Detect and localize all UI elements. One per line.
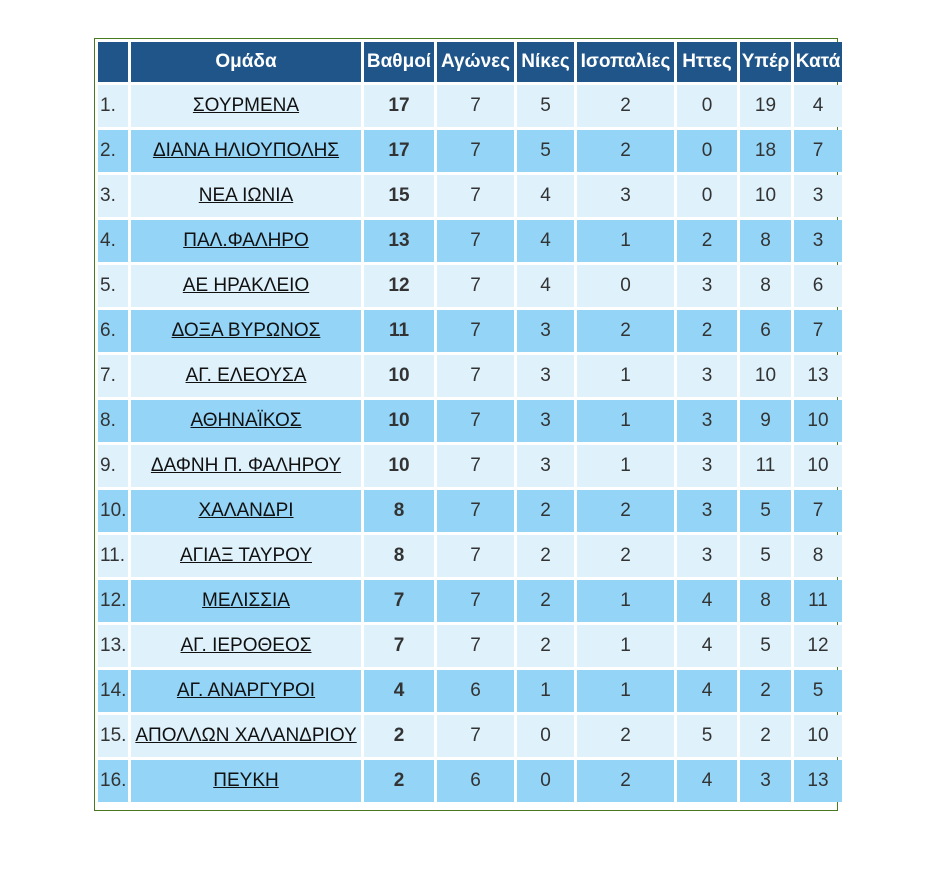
draws-cell: 2 bbox=[577, 490, 674, 532]
header-row bbox=[98, 42, 842, 82]
draws-cell: 0 bbox=[577, 265, 674, 307]
draws-cell: 1 bbox=[577, 670, 674, 712]
team-link[interactable]: ΑΕ ΗΡΑΚΛΕΙΟ bbox=[182, 275, 310, 296]
header-draws: Ισοπαλίες bbox=[577, 42, 674, 82]
goals-for-cell: 8 bbox=[740, 220, 791, 262]
table-row bbox=[98, 445, 842, 487]
header-team: Ομάδα bbox=[131, 42, 361, 82]
draws-cell: 2 bbox=[577, 760, 674, 802]
wins-cell: 4 bbox=[517, 175, 574, 217]
wins-cell: 4 bbox=[517, 220, 574, 262]
team-link[interactable]: ΠΑΛ.ΦΑΛΗΡΟ bbox=[183, 230, 309, 251]
wins-cell: 5 bbox=[517, 85, 574, 127]
goals-against-cell: 3 bbox=[794, 220, 842, 262]
wins-cell: 0 bbox=[517, 715, 574, 757]
team-name-cell bbox=[131, 310, 361, 352]
standings-table bbox=[95, 39, 845, 805]
row-position: 10. bbox=[98, 490, 128, 532]
goals-for-cell: 5 bbox=[740, 535, 791, 577]
table-row bbox=[98, 85, 842, 127]
losses-cell: 0 bbox=[677, 130, 737, 172]
team-link[interactable]: ΑΓ. ΕΛΕΟΥΣΑ bbox=[185, 365, 307, 386]
points-cell: 7 bbox=[364, 580, 434, 622]
row-position: 16. bbox=[98, 760, 128, 802]
team-link[interactable]: ΠΕΥΚΗ bbox=[213, 770, 279, 791]
wins-cell: 2 bbox=[517, 535, 574, 577]
team-name-cell bbox=[131, 625, 361, 667]
team-link[interactable]: ΔΟΞΑ ΒΥΡΩΝΟΣ bbox=[171, 320, 321, 341]
wins-cell: 2 bbox=[517, 580, 574, 622]
table-row bbox=[98, 580, 842, 622]
team-name-cell bbox=[131, 175, 361, 217]
team-name-cell bbox=[131, 445, 361, 487]
row-position: 9. bbox=[98, 445, 128, 487]
team-link[interactable]: ΧΑΛΑΝΔΡΙ bbox=[198, 500, 294, 521]
goals-against-cell: 7 bbox=[794, 490, 842, 532]
losses-cell: 3 bbox=[677, 445, 737, 487]
team-link[interactable]: ΜΕΛΙΣΣΙΑ bbox=[202, 590, 290, 611]
points-cell: 11 bbox=[364, 310, 434, 352]
goals-for-cell: 10 bbox=[740, 355, 791, 397]
row-position: 6. bbox=[98, 310, 128, 352]
row-position: 14. bbox=[98, 670, 128, 712]
goals-for-cell: 9 bbox=[740, 400, 791, 442]
goals-for-cell: 18 bbox=[740, 130, 791, 172]
goals-for-cell: 10 bbox=[740, 175, 791, 217]
losses-cell: 3 bbox=[677, 265, 737, 307]
games-cell: 7 bbox=[437, 400, 514, 442]
team-link[interactable]: ΣΟΥΡΜΕΝΑ bbox=[192, 95, 300, 116]
team-name-cell bbox=[131, 130, 361, 172]
goals-against-cell: 8 bbox=[794, 535, 842, 577]
goals-for-cell: 8 bbox=[740, 580, 791, 622]
row-position: 15. bbox=[98, 715, 128, 757]
header-goals-for: Υπέρ bbox=[740, 42, 791, 82]
points-cell: 4 bbox=[364, 670, 434, 712]
goals-against-cell: 6 bbox=[794, 265, 842, 307]
games-cell: 6 bbox=[437, 670, 514, 712]
losses-cell: 3 bbox=[677, 535, 737, 577]
losses-cell: 3 bbox=[677, 400, 737, 442]
team-link[interactable]: ΔΙΑΝΑ ΗΛΙΟΥΠΟΛΗΣ bbox=[152, 140, 340, 161]
standings-body bbox=[98, 85, 842, 802]
row-position: 5. bbox=[98, 265, 128, 307]
team-name-cell bbox=[131, 580, 361, 622]
wins-cell: 1 bbox=[517, 670, 574, 712]
points-cell: 8 bbox=[364, 535, 434, 577]
wins-cell: 0 bbox=[517, 760, 574, 802]
header-pos bbox=[98, 42, 128, 82]
row-position: 1. bbox=[98, 85, 128, 127]
goals-for-cell: 3 bbox=[740, 760, 791, 802]
draws-cell: 1 bbox=[577, 355, 674, 397]
points-cell: 10 bbox=[364, 400, 434, 442]
points-cell: 13 bbox=[364, 220, 434, 262]
losses-cell: 4 bbox=[677, 670, 737, 712]
team-link[interactable]: ΑΓ. ΑΝΑΡΓΥΡΟΙ bbox=[176, 680, 316, 701]
draws-cell: 2 bbox=[577, 715, 674, 757]
team-name-cell bbox=[131, 85, 361, 127]
standings-frame bbox=[94, 38, 841, 811]
losses-cell: 2 bbox=[677, 220, 737, 262]
losses-cell: 3 bbox=[677, 355, 737, 397]
wins-cell: 2 bbox=[517, 490, 574, 532]
draws-cell: 2 bbox=[577, 130, 674, 172]
table-row bbox=[98, 400, 842, 442]
table-row bbox=[98, 490, 842, 532]
goals-against-cell: 7 bbox=[794, 130, 842, 172]
table-row bbox=[98, 625, 842, 667]
row-position: 2. bbox=[98, 130, 128, 172]
team-link[interactable]: ΝΕΑ ΙΩΝΙΑ bbox=[198, 185, 294, 206]
goals-against-cell: 7 bbox=[794, 310, 842, 352]
wins-cell: 3 bbox=[517, 355, 574, 397]
games-cell: 7 bbox=[437, 220, 514, 262]
table-row bbox=[98, 265, 842, 307]
losses-cell: 0 bbox=[677, 85, 737, 127]
team-name-cell bbox=[131, 760, 361, 802]
goals-against-cell: 3 bbox=[794, 175, 842, 217]
losses-cell: 5 bbox=[677, 715, 737, 757]
team-name-cell bbox=[131, 355, 361, 397]
goals-for-cell: 5 bbox=[740, 490, 791, 532]
goals-against-cell: 5 bbox=[794, 670, 842, 712]
draws-cell: 1 bbox=[577, 445, 674, 487]
table-row bbox=[98, 175, 842, 217]
team-link[interactable]: ΑΘΗΝΑΪΚΟΣ bbox=[190, 410, 302, 431]
goals-against-cell: 10 bbox=[794, 445, 842, 487]
row-position: 7. bbox=[98, 355, 128, 397]
table-row bbox=[98, 715, 842, 757]
table-row bbox=[98, 535, 842, 577]
losses-cell: 3 bbox=[677, 490, 737, 532]
table-row bbox=[98, 355, 842, 397]
row-position: 11. bbox=[98, 535, 128, 577]
goals-against-cell: 13 bbox=[794, 355, 842, 397]
goals-against-cell: 12 bbox=[794, 625, 842, 667]
points-cell: 2 bbox=[364, 760, 434, 802]
points-cell: 17 bbox=[364, 130, 434, 172]
wins-cell: 3 bbox=[517, 400, 574, 442]
header-wins: Νίκες bbox=[517, 42, 574, 82]
table-row bbox=[98, 760, 842, 802]
draws-cell: 1 bbox=[577, 400, 674, 442]
team-link[interactable]: ΑΓΙΑΞ ΤΑΥΡΟΥ bbox=[179, 545, 313, 566]
wins-cell: 2 bbox=[517, 625, 574, 667]
wins-cell: 5 bbox=[517, 130, 574, 172]
goals-against-cell: 13 bbox=[794, 760, 842, 802]
team-link[interactable]: ΔΑΦΝΗ Π. ΦΑΛΗΡΟΥ bbox=[150, 455, 342, 476]
games-cell: 6 bbox=[437, 760, 514, 802]
header-games: Αγώνες bbox=[437, 42, 514, 82]
games-cell: 7 bbox=[437, 715, 514, 757]
wins-cell: 3 bbox=[517, 445, 574, 487]
games-cell: 7 bbox=[437, 355, 514, 397]
games-cell: 7 bbox=[437, 310, 514, 352]
draws-cell: 2 bbox=[577, 85, 674, 127]
goals-for-cell: 11 bbox=[740, 445, 791, 487]
team-link[interactable]: ΑΓ. ΙΕΡΟΘΕΟΣ bbox=[180, 635, 312, 656]
row-position: 12. bbox=[98, 580, 128, 622]
team-link[interactable]: ΑΠΟΛΛΩΝ ΧΑΛΑΝΔΡΙΟΥ bbox=[135, 725, 357, 746]
draws-cell: 2 bbox=[577, 310, 674, 352]
team-name-cell bbox=[131, 220, 361, 262]
goals-against-cell: 10 bbox=[794, 400, 842, 442]
points-cell: 2 bbox=[364, 715, 434, 757]
losses-cell: 4 bbox=[677, 760, 737, 802]
games-cell: 7 bbox=[437, 490, 514, 532]
goals-against-cell: 10 bbox=[794, 715, 842, 757]
wins-cell: 3 bbox=[517, 310, 574, 352]
games-cell: 7 bbox=[437, 175, 514, 217]
points-cell: 8 bbox=[364, 490, 434, 532]
goals-against-cell: 11 bbox=[794, 580, 842, 622]
games-cell: 7 bbox=[437, 625, 514, 667]
team-name-cell bbox=[131, 715, 361, 757]
header-losses: Ηττες bbox=[677, 42, 737, 82]
draws-cell: 1 bbox=[577, 580, 674, 622]
row-position: 4. bbox=[98, 220, 128, 262]
table-row bbox=[98, 670, 842, 712]
goals-for-cell: 5 bbox=[740, 625, 791, 667]
draws-cell: 1 bbox=[577, 220, 674, 262]
table-row bbox=[98, 130, 842, 172]
row-position: 8. bbox=[98, 400, 128, 442]
draws-cell: 2 bbox=[577, 535, 674, 577]
games-cell: 7 bbox=[437, 580, 514, 622]
points-cell: 7 bbox=[364, 625, 434, 667]
games-cell: 7 bbox=[437, 535, 514, 577]
losses-cell: 4 bbox=[677, 625, 737, 667]
losses-cell: 2 bbox=[677, 310, 737, 352]
header-points: Βαθμοί bbox=[364, 42, 434, 82]
games-cell: 7 bbox=[437, 85, 514, 127]
team-name-cell bbox=[131, 670, 361, 712]
points-cell: 17 bbox=[364, 85, 434, 127]
points-cell: 15 bbox=[364, 175, 434, 217]
losses-cell: 0 bbox=[677, 175, 737, 217]
team-name-cell bbox=[131, 400, 361, 442]
row-position: 13. bbox=[98, 625, 128, 667]
goals-for-cell: 19 bbox=[740, 85, 791, 127]
draws-cell: 3 bbox=[577, 175, 674, 217]
team-name-cell bbox=[131, 490, 361, 532]
team-name-cell bbox=[131, 535, 361, 577]
points-cell: 12 bbox=[364, 265, 434, 307]
goals-for-cell: 6 bbox=[740, 310, 791, 352]
table-row bbox=[98, 220, 842, 262]
wins-cell: 4 bbox=[517, 265, 574, 307]
team-name-cell bbox=[131, 265, 361, 307]
header-goals-against: Κατά bbox=[794, 42, 842, 82]
draws-cell: 1 bbox=[577, 625, 674, 667]
points-cell: 10 bbox=[364, 445, 434, 487]
goals-against-cell: 4 bbox=[794, 85, 842, 127]
table-row bbox=[98, 310, 842, 352]
games-cell: 7 bbox=[437, 445, 514, 487]
games-cell: 7 bbox=[437, 265, 514, 307]
goals-for-cell: 2 bbox=[740, 670, 791, 712]
row-position: 3. bbox=[98, 175, 128, 217]
games-cell: 7 bbox=[437, 130, 514, 172]
goals-for-cell: 2 bbox=[740, 715, 791, 757]
points-cell: 10 bbox=[364, 355, 434, 397]
losses-cell: 4 bbox=[677, 580, 737, 622]
goals-for-cell: 8 bbox=[740, 265, 791, 307]
